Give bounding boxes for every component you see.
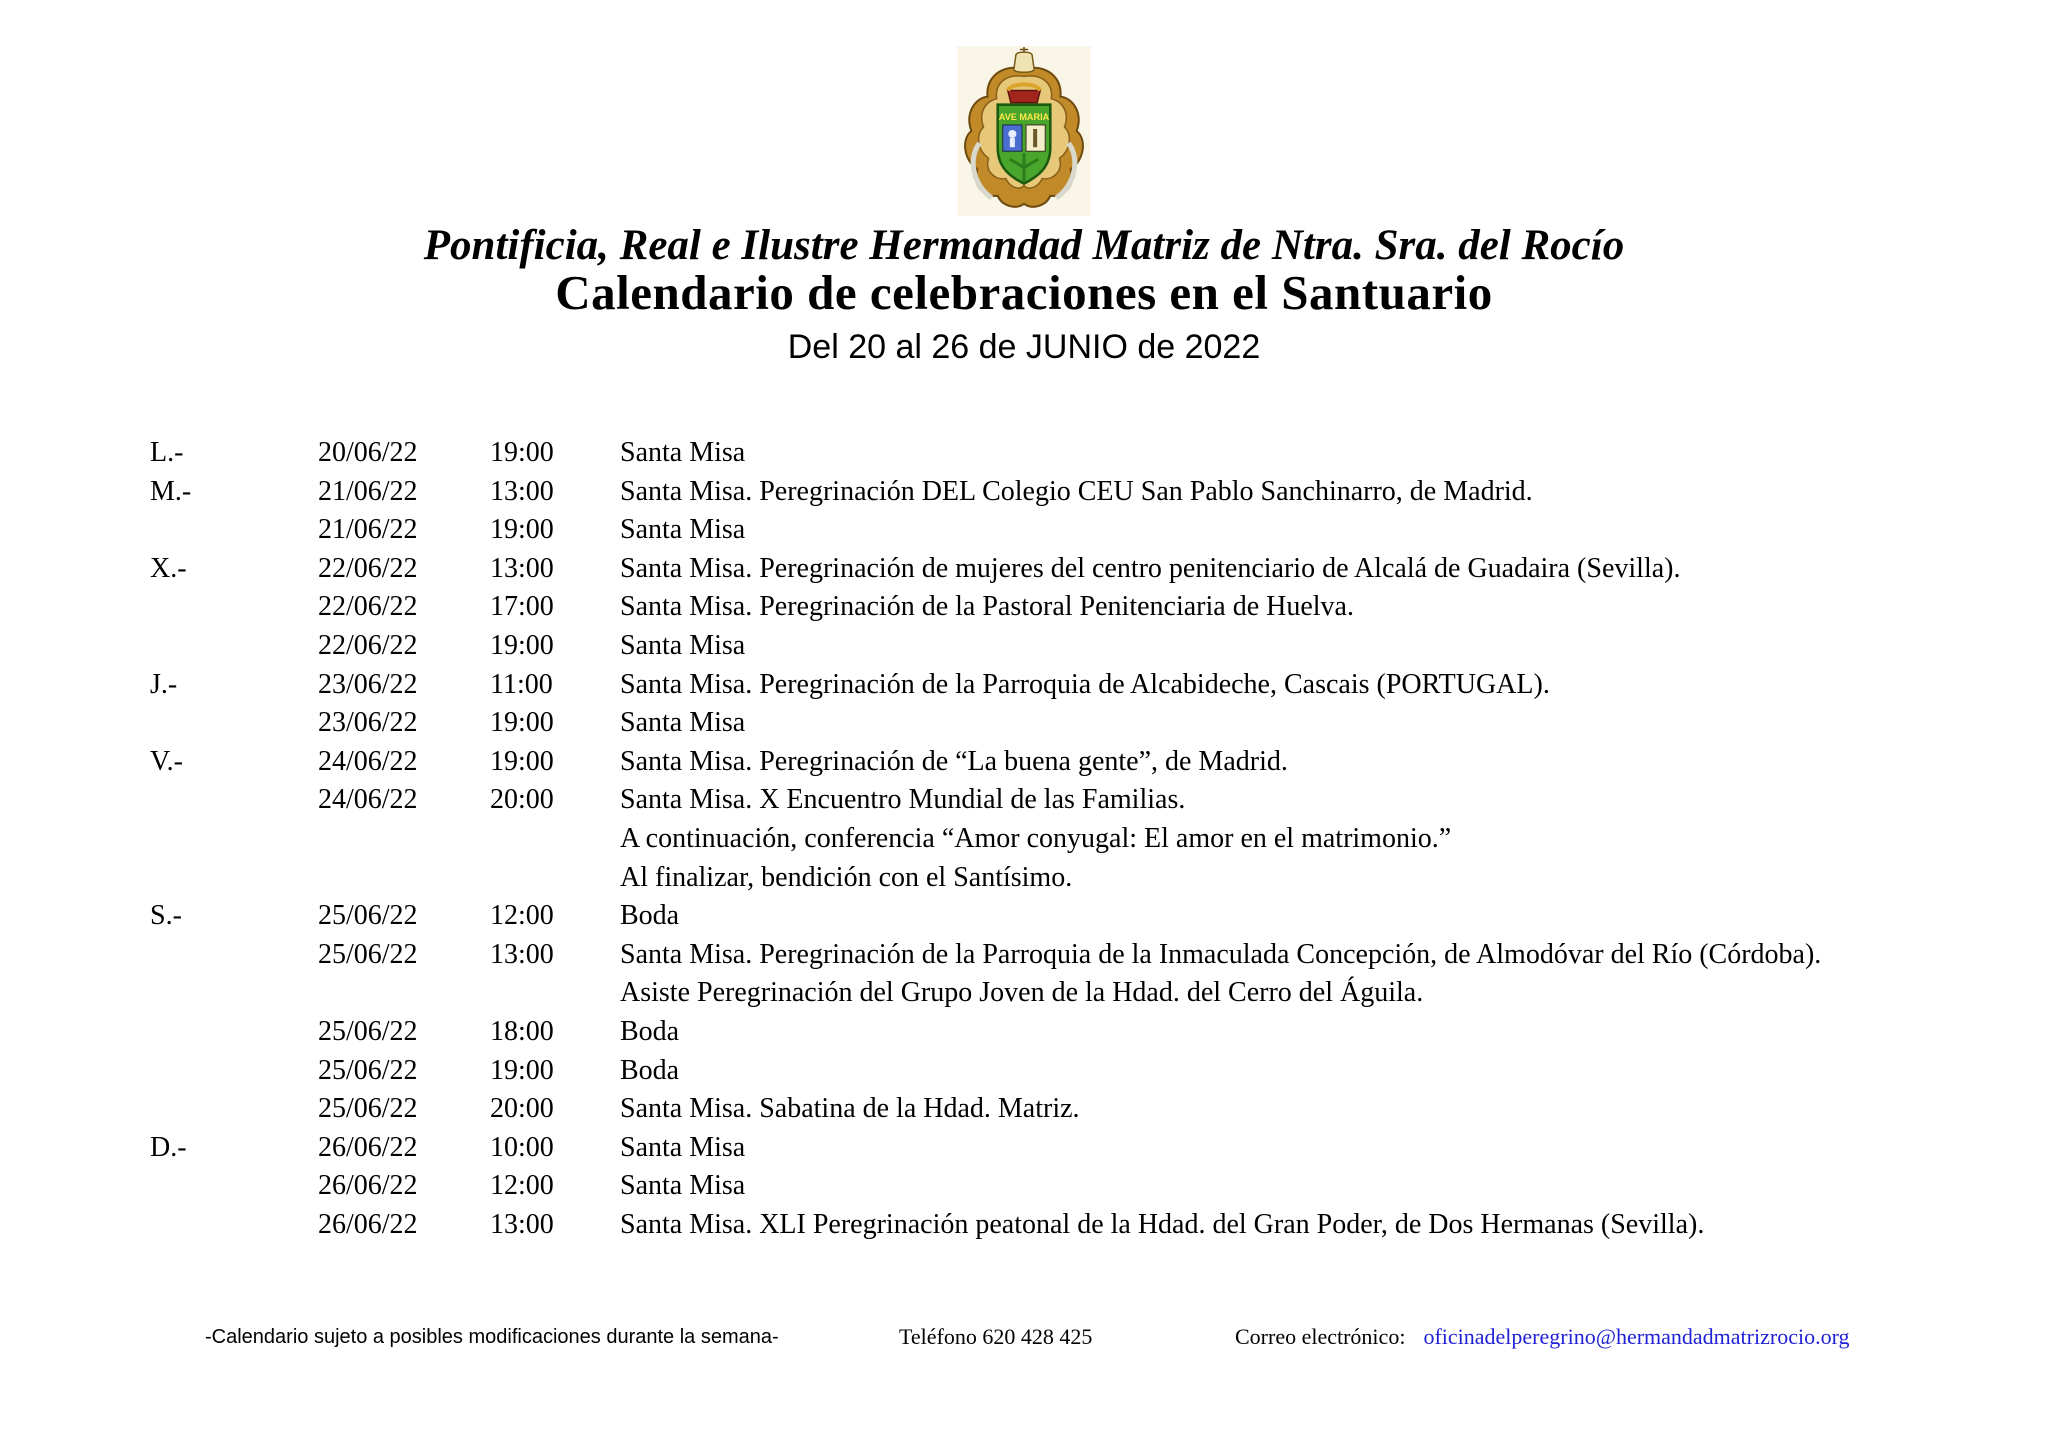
schedule-row [150,588,1988,627]
event-date: 22/06/22 [318,629,418,661]
organization-title: Pontificia, Real e Ilustre Hermandad Matriz de Ntra. Sra. del Rocío [423,222,1625,269]
column-glyph [1033,129,1037,147]
schedule-row [150,1167,1988,1206]
email-label: Correo electrónico: [1235,1324,1406,1349]
day-letter [150,1206,318,1245]
day-letter [150,936,318,975]
schedule-row [150,1206,1988,1245]
day-letter [150,820,318,859]
day-letter [150,1052,318,1091]
ave-maria-motto: AVE MARIA [998,111,1050,122]
day-letter: D.- [150,1131,187,1163]
schedule-row [150,434,1988,473]
event-date: 26/06/22 [318,1170,418,1202]
phone-number: Teléfono 620 428 425 [899,1324,1093,1349]
schedule-table [150,434,1988,1244]
event-description: A continuación, conferencia “Amor conyugal: El amor en el matrimonio.” [620,822,1452,854]
event-time: 13:00 [490,475,554,507]
event-date: 25/06/22 [318,1015,418,1047]
event-date: 26/06/22 [318,1131,418,1163]
day-letter: V.- [150,745,183,777]
event-time: 18:00 [490,1015,554,1047]
modification-note: -Calendario sujeto a posibles modificaciones durante la semana- [205,1326,779,1348]
event-time: 19:00 [490,629,554,661]
schedule-row [150,1129,1988,1168]
schedule-row [150,936,1988,975]
schedule-row [150,820,1988,859]
event-description: Santa Misa. Peregrinación de la Pastoral Penitenciaria de Huelva. [620,591,1354,623]
event-time [490,820,620,859]
event-description: Boda [620,900,680,932]
event-description: Santa Misa. Peregrinación de la Parroquia de Alcabideche, Cascais (PORTUGAL). [620,668,1550,700]
event-description: Santa Misa [620,1131,746,1163]
schedule-row [150,859,1988,898]
event-description: Asiste Peregrinación del Grupo Joven de la Hdad. del Cerro del Águila. [620,977,1424,1009]
event-date: 21/06/22 [318,475,418,507]
day-letter: S.- [150,900,182,932]
schedule-row [150,974,1988,1013]
event-description: Santa Misa. Peregrinación DEL Colegio CEU San Pablo Sanchinarro, de Madrid. [620,475,1533,507]
event-date: 21/06/22 [318,514,418,546]
day-letter [150,859,318,898]
event-time: 11:00 [490,668,553,700]
schedule-row [150,781,1988,820]
event-time: 17:00 [490,591,554,623]
event-description: Santa Misa. X Encuentro Mundial de las Familias. [620,784,1186,816]
event-date: 22/06/22 [318,591,418,623]
schedule-row [150,511,1988,550]
schedule-row [150,704,1988,743]
event-time: 19:00 [490,745,554,777]
event-description: Santa Misa. Peregrinación de la Parroquia de la Inmaculada Concepción, de Almodóvar del Río (Córdoba). [620,938,1822,970]
schedule-row [150,897,1988,936]
document-title: Calendario de celebraciones en el Santuario [555,265,1493,320]
event-date: 23/06/22 [318,707,418,739]
email-link[interactable]: oficinadelperegrino@hermandadmatrizrocio.org [1423,1324,1850,1349]
day-letter: M.- [150,475,192,507]
schedule-row [150,743,1988,782]
event-date: 25/06/22 [318,1054,418,1086]
event-description: Al finalizar, bendición con el Santísimo. [620,861,1073,893]
event-time: 20:00 [490,1093,554,1125]
schedule-row [150,1090,1988,1129]
event-date [318,859,490,898]
event-time: 13:00 [490,938,554,970]
day-letter [150,781,318,820]
event-time: 19:00 [490,437,554,468]
event-description: Santa Misa. Peregrinación de mujeres del centro penitenciario de Alcalá de Guadaira (Sevilla). [620,552,1681,584]
event-date: 23/06/22 [318,668,418,700]
event-time: 10:00 [490,1131,554,1163]
event-time: 19:00 [490,707,554,739]
event-date: 26/06/22 [318,1208,418,1240]
event-time: 20:00 [490,784,554,816]
schedule-row [150,473,1988,512]
papal-tiara-icon [1014,52,1034,72]
email-contact [1235,1322,1850,1352]
day-letter: L.- [150,437,184,468]
event-time: 12:00 [490,1170,554,1202]
monstrance-base [1010,138,1015,147]
day-letter [150,704,318,743]
event-date: 24/06/22 [318,745,418,777]
crown-cap [1008,91,1040,103]
day-letter: X.- [150,552,187,584]
schedule-row [150,1052,1988,1091]
event-time [490,859,620,898]
event-description: Santa Misa. XLI Peregrinación peatonal de la Hdad. del Gran Poder, de Dos Hermanas (Sevilla). [620,1208,1705,1240]
hermandad-crest-emblem [957,46,1091,216]
event-time: 19:00 [490,514,554,546]
event-description: Santa Misa [620,1170,746,1202]
event-date: 24/06/22 [318,784,418,816]
event-description: Santa Misa [620,514,746,546]
schedule-row [150,1013,1988,1052]
day-letter [150,1013,318,1052]
event-date: 25/06/22 [318,938,418,970]
schedule-row [150,550,1988,589]
event-date: 22/06/22 [318,552,418,584]
day-letter [150,1167,318,1206]
day-letter [150,627,318,666]
event-description: Boda [620,1015,680,1047]
event-description: Santa Misa [620,437,746,468]
page-footer [0,1322,2048,1362]
event-time: 12:00 [490,900,554,932]
event-date: 20/06/22 [318,437,418,468]
event-description: Santa Misa [620,629,746,661]
day-letter [150,1090,318,1129]
event-date [318,974,490,1013]
event-time: 13:00 [490,552,554,584]
day-letter [150,974,318,1013]
event-time [490,974,620,1013]
event-description: Boda [620,1054,680,1086]
event-time: 19:00 [490,1054,554,1086]
day-letter: J.- [150,668,178,700]
event-time: 13:00 [490,1208,554,1240]
schedule-row [150,666,1988,705]
schedule-row [150,627,1988,666]
event-date: 25/06/22 [318,900,418,932]
event-date [318,820,490,859]
day-letter [150,511,318,550]
event-description: Santa Misa [620,707,746,739]
event-description: Santa Misa. Peregrinación de “La buena gente”, de Madrid. [620,745,1288,777]
event-date: 25/06/22 [318,1093,418,1125]
monstrance-glyph [1008,130,1016,138]
date-range-subtitle: Del 20 al 26 de JUNIO de 2022 [787,328,1261,366]
day-letter [150,588,318,627]
event-description: Santa Misa. Sabatina de la Hdad. Matriz. [620,1093,1080,1125]
